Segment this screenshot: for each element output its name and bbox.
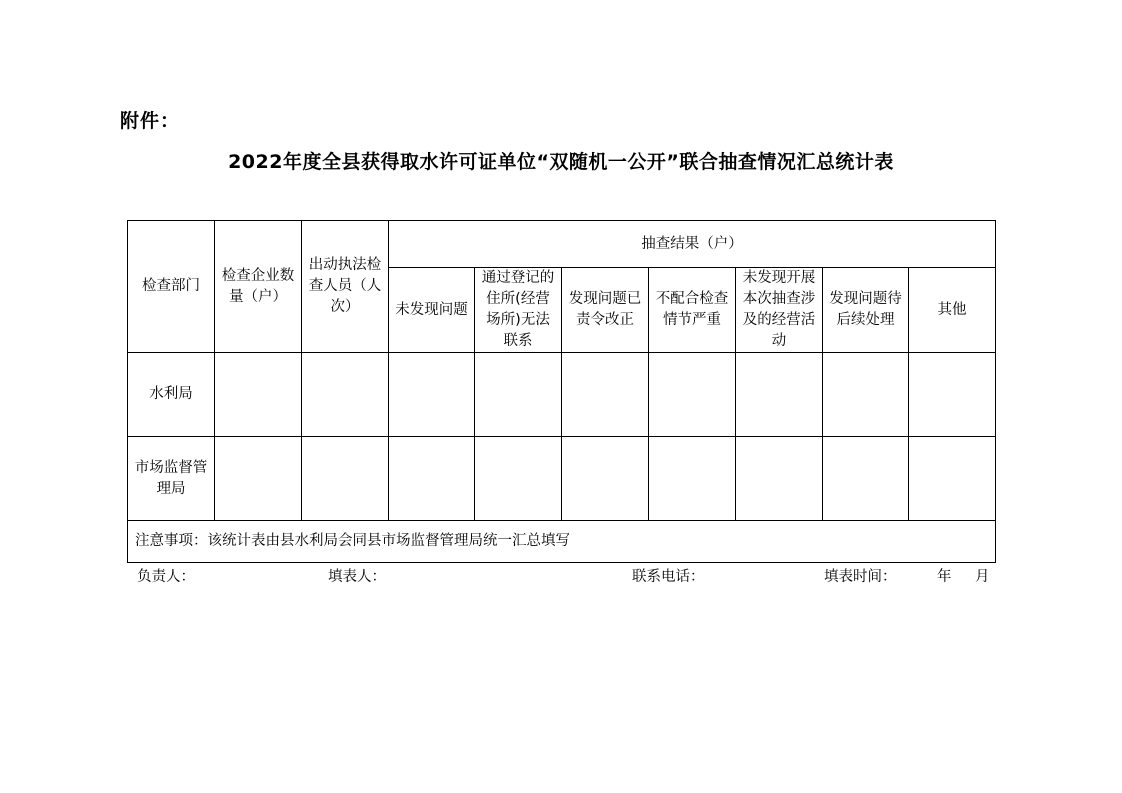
table-cell [649,353,736,437]
table-cell [649,437,736,521]
table-cell [562,353,649,437]
table-cell [736,437,823,521]
header-inspectors: 出动执法检查人员（人次） [302,221,389,353]
table-cell [909,353,996,437]
header-dept: 检查部门 [128,221,215,353]
summary-table [127,220,996,563]
table-cell [475,353,562,437]
table-cell [302,437,389,521]
header-result-unreachable: 通过登记的住所(经营场所)无法联系 [475,268,562,353]
year-label: 年 [937,569,952,585]
table-cell [389,353,475,437]
header-result-corrected: 发现问题已责令改正 [562,268,649,353]
signature-row [0,565,1122,585]
filler-label: 填表人： [328,569,386,585]
table-cell [215,437,302,521]
table-row [128,437,996,521]
row-dept-label: 市场监督管理局 [128,437,215,521]
table-cell [909,437,996,521]
table-row [128,353,996,437]
table-cell [389,437,475,521]
header-result-no-issue: 未发现问题 [389,268,475,353]
header-enterprise-count: 检查企业数量（户） [215,221,302,353]
note-text: 注意事项：该统计表由县水利局会同县市场监督管理局统一汇总填写 [128,521,996,563]
header-results-group: 抽查结果（户） [389,221,996,268]
header-result-no-activity: 未发现开展本次抽查涉及的经营活动 [736,268,823,353]
table-cell [562,437,649,521]
responsible-label: 负责人： [137,569,195,585]
header-result-other: 其他 [909,268,996,353]
table-cell [475,437,562,521]
table-cell [823,437,909,521]
attachment-label: 附件： [120,110,181,132]
month-label: 月 [975,569,990,585]
table-cell [302,353,389,437]
row-dept-label: 水利局 [128,353,215,437]
note-row [128,521,996,563]
header-result-uncooperative: 不配合检查情节严重 [649,268,736,353]
phone-label: 联系电话： [632,569,705,585]
page-title: 2022年度全县获得取水许可证单位“双随机一公开”联合抽查情况汇总统计表 [228,151,894,173]
table-cell [736,353,823,437]
header-row-1 [128,221,996,268]
header-result-pending: 发现问题待后续处理 [823,268,909,353]
table-cell [215,353,302,437]
table-cell [823,353,909,437]
fill-time-label: 填表时间： [824,569,897,585]
